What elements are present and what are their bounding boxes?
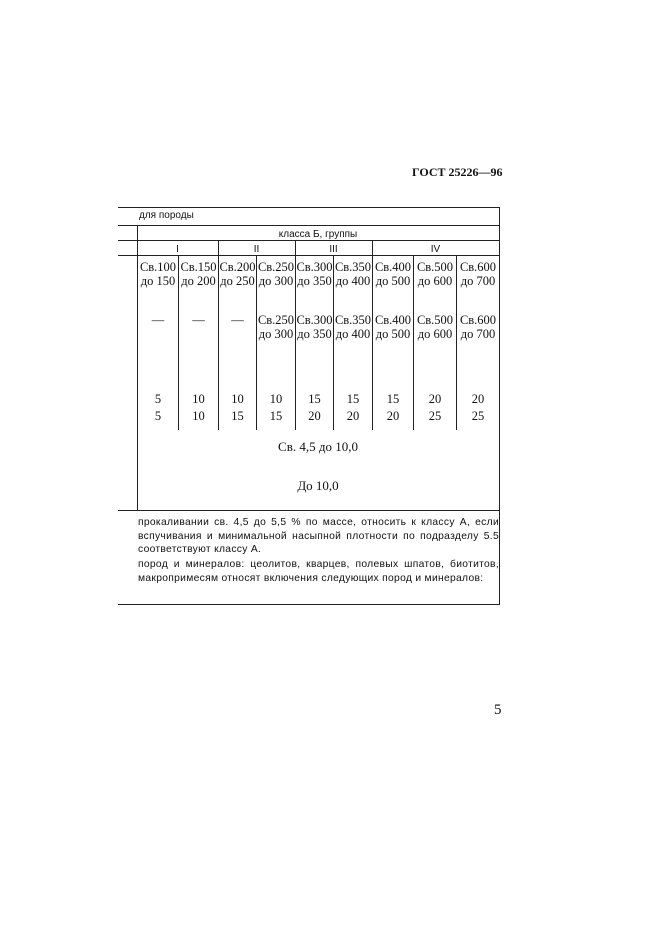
cell-range-from: Св.250 — [257, 260, 295, 274]
cell-value: 10 — [269, 392, 283, 406]
cell-range-from: Св.300 — [296, 260, 333, 274]
cell-range-from: Св.500 — [416, 260, 454, 274]
cell-value: 25 — [471, 409, 485, 423]
paragraph-2: пород и минералов: цеолитов, кварцев, полевых шпатов, биотитов, макропримесям относят включения следующих пород и минералов: — [138, 559, 499, 584]
cell-range-to: до 400 — [335, 327, 371, 341]
table-right-border — [499, 207, 500, 605]
cell-value: 20 — [428, 392, 442, 406]
class-header: класса Б, группы — [278, 229, 358, 240]
cell-range-from: Св.500 — [416, 313, 454, 327]
cell-range-from: — — [151, 313, 165, 327]
cell-range-to: до 600 — [417, 327, 453, 341]
cell-range-to: до 200 — [181, 274, 216, 288]
cell-range-from: Св.350 — [334, 260, 372, 274]
cell-range-from: Св.600 — [459, 260, 497, 274]
section-bottom-border — [118, 604, 500, 605]
cell-range-to: до 400 — [335, 274, 371, 288]
cell-value: 5 — [154, 409, 162, 423]
cell-range-from: Св.150 — [180, 260, 217, 274]
paragraph-1: прокаливании св. 4,5 до 5,5 % по массе, относить к классу А, если вспучивания и минимальной насыпной плотности по подразделу 5.5 соответствуют классу А. — [138, 517, 499, 555]
cell-range-from: Св.400 — [374, 260, 412, 274]
cell-range-to: до 350 — [297, 327, 332, 341]
cell-range-to: до 500 — [375, 327, 411, 341]
cell-value: 20 — [471, 392, 485, 406]
cell-range-from: Св.350 — [334, 313, 372, 327]
cell-range-to: до 250 — [220, 274, 255, 288]
group-label: III — [329, 244, 338, 255]
span-row-1: Св. 4,5 до 10,0 — [278, 439, 358, 454]
cell-value: 10 — [192, 392, 205, 406]
cell-range-to: до 300 — [258, 274, 294, 288]
cell-range-from: Св.600 — [459, 313, 497, 327]
cell-range-to: до 300 — [258, 327, 294, 341]
cell-value: 20 — [346, 409, 360, 423]
group-label: II — [253, 244, 260, 255]
cell-range-to: до 700 — [460, 274, 496, 288]
cell-range-from: — — [192, 313, 205, 327]
cell-range-to: до 350 — [297, 274, 332, 288]
cell-value: 15 — [386, 392, 400, 406]
cell-value: 15 — [269, 409, 283, 423]
cell-range-to: до 700 — [460, 327, 496, 341]
table-rule — [118, 225, 500, 226]
cell-range-from: Св.200 — [219, 260, 256, 274]
cell-value: 15 — [308, 392, 321, 406]
cell-value: 10 — [231, 392, 244, 406]
cell-value: 20 — [386, 409, 400, 423]
cell-value: 15 — [231, 409, 244, 423]
cell-value: 15 — [346, 392, 360, 406]
table-top-border — [118, 207, 500, 208]
cell-range-to: до 150 — [140, 274, 176, 288]
cell-range-to: до 500 — [375, 274, 411, 288]
page-number: 5 — [494, 702, 502, 718]
table-bottom-border — [118, 510, 500, 511]
cell-range-from: — — [231, 313, 244, 327]
cell-range-from: Св.100 — [139, 260, 177, 274]
span-row-2: До 10,0 — [297, 478, 339, 493]
cell-range-from: Св.250 — [257, 313, 295, 327]
cell-range-from: Св.400 — [374, 313, 412, 327]
cell-value: 20 — [308, 409, 321, 423]
group-label: I — [176, 244, 179, 255]
document-header: ГОСТ 25226—96 — [412, 165, 503, 179]
group-label: IV — [430, 244, 441, 255]
cell-range-from: Св.300 — [296, 313, 333, 327]
cell-value: 25 — [428, 409, 442, 423]
cell-value: 5 — [154, 392, 162, 406]
table-caption: для породы — [139, 210, 194, 221]
cell-value: 10 — [192, 409, 205, 423]
cell-range-to: до 600 — [417, 274, 453, 288]
